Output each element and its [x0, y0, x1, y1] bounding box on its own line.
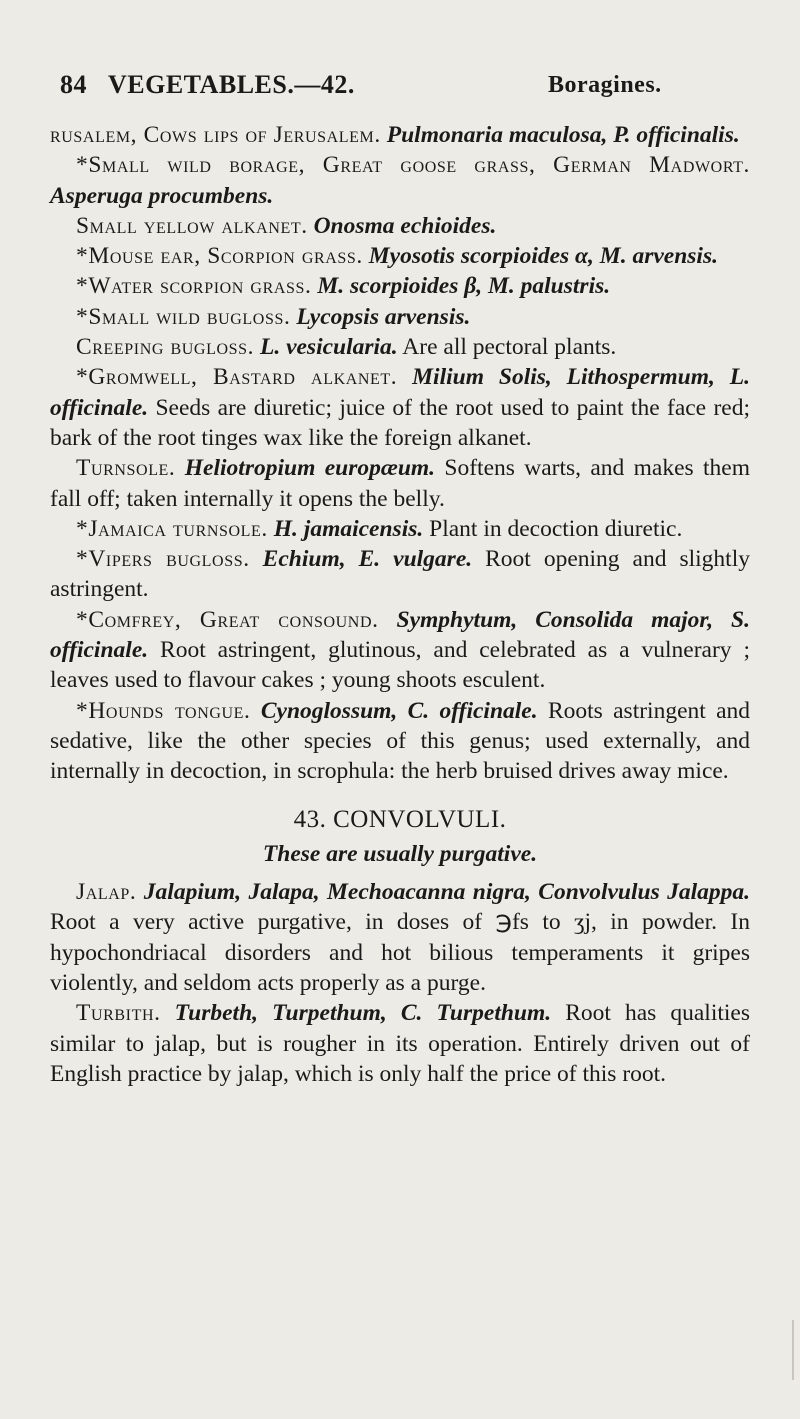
entry-description: Root opening and slightly astringent. — [50, 546, 750, 603]
entry-description: Are all pectoral plants. — [402, 334, 617, 361]
entry-jamaica-turnsole — [50, 514, 750, 544]
page-edge-mark — [792, 1320, 794, 1380]
entry-gromwell — [50, 362, 750, 453]
entry-jalap — [50, 877, 750, 998]
entry-myosotis-palustris — [50, 271, 750, 301]
entry-latin-name: Cynoglossum, C. officinale. — [260, 697, 538, 724]
entry-description: Root astringent, glutinous, and celebrated as a vulnerary ; leaves used to flavour cakes ; young shoots esculent. — [50, 637, 750, 694]
section-subheading: These are usually purgative. — [262, 840, 538, 867]
entry-common-name: *Jamaica turnsole. — [76, 515, 268, 542]
entry-latin-name: Jalapium, Jalapa, Mechoacanna nigra, Convolvulus Jalappa. — [143, 879, 750, 906]
entry-common-name: *Small wild bugloss. — [76, 303, 291, 330]
entry-common-name: Creeping bugloss. — [76, 334, 255, 361]
page-number: 84 — [60, 70, 87, 99]
entry-vipers-bugloss — [50, 544, 750, 605]
entry-common-name: Small yellow alkanet. — [76, 212, 308, 239]
entry-asperuga — [50, 150, 750, 211]
entry-common-name: Jalap. — [76, 879, 137, 906]
entry-common-name: Turnsole. — [76, 455, 176, 482]
running-head — [60, 70, 740, 110]
entry-common-name: *Water scorpion grass. — [76, 273, 312, 300]
entry-latin-name: Asperuga procumbens. — [50, 182, 274, 209]
entry-latin-name: Myosotis scorpioides α, M. arvensis. — [368, 243, 718, 270]
entry-turbith — [50, 998, 750, 1089]
entry-onosma — [50, 211, 750, 241]
entry-latin-name: M. scorpioides β, M. palustris. — [317, 273, 611, 300]
entry-description: Root a very active purgative, in doses of ℈fs to ʒj, in powder. In hypochondriacal disorders and hot bilious temperaments it gripes violently, and seldom acts properly as a purge. — [50, 909, 750, 997]
entry-latin-name: Heliotropium europæum. — [184, 455, 436, 482]
entry-latin-name: H. jamaicensis. — [273, 515, 424, 542]
running-head-title: VEGETABLES.—42. — [108, 70, 355, 99]
entry-myosotis — [50, 241, 750, 271]
entry-description: Roots astringent and sedative, like the other species of this genus; used externally, and internally in decoction, in scrophula: the herb bruised drives away mice. — [50, 697, 751, 785]
entry-pulmonaria — [50, 120, 750, 150]
entry-lycopsis — [50, 302, 750, 332]
entry-common-name: *Gromwell, Bastard alkanet. — [76, 364, 398, 391]
running-head-family: Boragines. — [548, 72, 662, 98]
page-body — [50, 120, 750, 1089]
entry-description: Plant in decoction diuretic. — [429, 515, 683, 542]
entry-common-name: *Mouse ear, Scorpion grass. — [76, 243, 363, 270]
entry-comfrey — [50, 605, 750, 696]
entry-common-name: *Comfrey, Great consound. — [76, 606, 379, 633]
entry-hounds-tongue — [50, 696, 750, 787]
entry-common-name: *Vipers bugloss. — [76, 546, 250, 573]
entry-latin-name: Turbeth, Turpethum, C. Turpethum. — [174, 1000, 552, 1027]
entry-common-name: *Hounds tongue. — [76, 697, 251, 724]
entry-latin-name: Lycopsis arvensis. — [296, 303, 471, 330]
entry-creeping-bugloss — [50, 332, 750, 362]
entry-latin-name: Pulmonaria maculosa, P. officinalis. — [386, 122, 740, 148]
entry-description: Root has qualities similar to jalap, but is rougher in its operation. Entirely driven out of English practice by jalap, which is only half the price of this root. — [50, 1000, 750, 1087]
entry-description: Seeds are diuretic; juice of the root used to paint the face red; bark of the root tinges wax like the foreign alkanet. — [50, 394, 750, 451]
entry-latin-name: Onosma echioides. — [313, 212, 497, 239]
entry-common-name: Turbith. — [76, 1000, 161, 1027]
entry-latin-name: Echium, E. vulgare. — [262, 546, 473, 573]
entry-description: Softens warts, and makes them fall off; taken internally it opens the belly. — [50, 455, 751, 512]
section-heading: 43. CONVOLVULI. — [293, 805, 507, 833]
entry-latin-name: Milium Solis, Lithospermum, L. officinale. — [50, 364, 750, 421]
entry-common-name: rusalem, Cows lips of Jerusalem. — [50, 122, 381, 148]
entry-latin-name: L. vesicularia. — [259, 334, 398, 361]
entry-common-name: *Small wild borage, Great goose grass, German Madwort. — [76, 152, 750, 179]
entry-latin-name: Symphytum, Consolida major, S. officinale. — [50, 606, 750, 664]
entry-turnsole — [50, 453, 750, 514]
